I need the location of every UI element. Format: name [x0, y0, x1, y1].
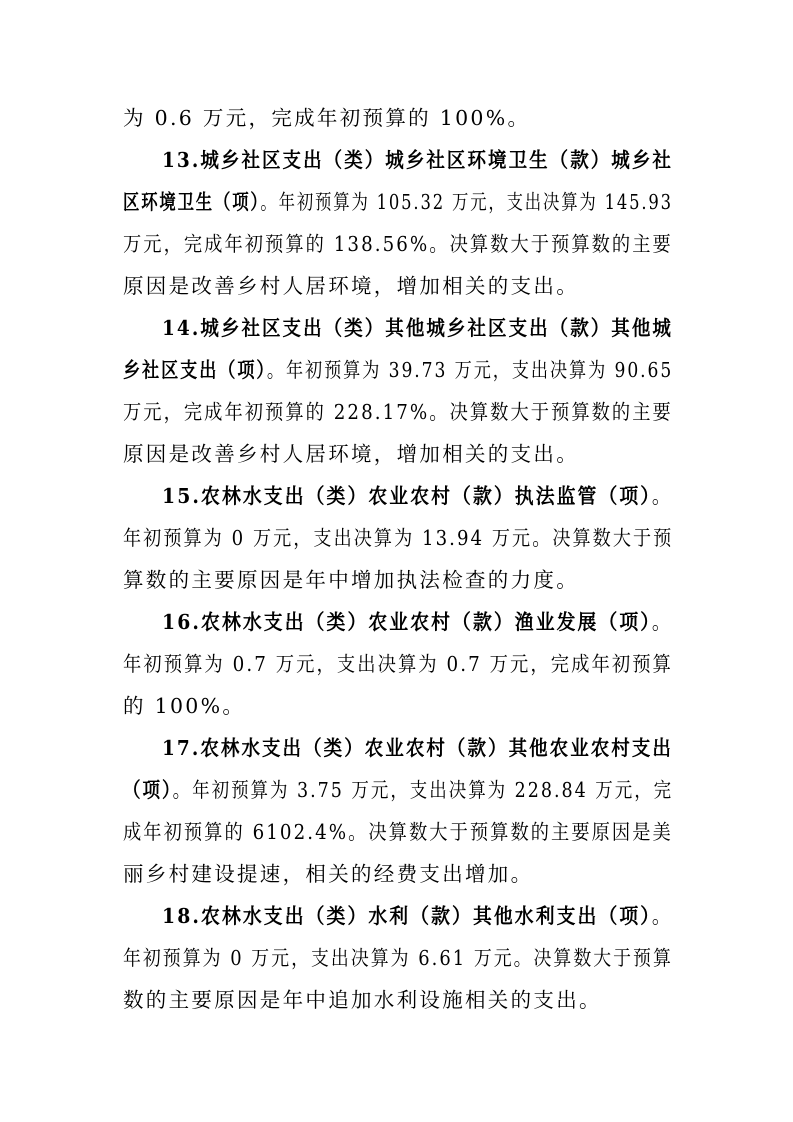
item-heading: （项）: [123, 778, 173, 802]
item-heading: 18.农林水支出（类）水利（款）其他水利支出（项）: [162, 904, 652, 928]
item-heading: 14.城乡社区支出（类）其他城乡社区支出（款）其他城: [162, 316, 673, 340]
item-heading: 13.城乡社区支出（类）城乡社区环境卫生（款）城乡社: [162, 148, 673, 172]
line-text: 。年初预算为 39.73 万元，支出决算为 90.65: [266, 358, 674, 382]
item-heading-line: [162, 315, 673, 341]
item-heading: 区环境卫生（项）: [123, 190, 261, 214]
line-text: 丽乡村建设提速，相关的经费支出增加。: [123, 862, 534, 886]
line-text: 年初预算为 0 万元，支出决算为 13.94 万元。决算数大于预: [123, 526, 674, 550]
line-text: 算数的主要原因是年中增加执法检查的力度。: [123, 568, 579, 592]
body-line: [123, 105, 530, 131]
line-text: 的 100%。: [123, 694, 246, 718]
body-line: [123, 357, 673, 383]
item-heading: 15.农林水支出（类）农业农村（款）执法监管（项）: [162, 484, 652, 508]
body-line: [123, 525, 673, 551]
body-line: [123, 231, 673, 257]
body-line: [123, 399, 673, 425]
line-text: 万元，完成年初预算的 138.56%。决算数大于预算数的主要: [123, 232, 673, 256]
body-line: [123, 693, 245, 719]
item-heading-line: [162, 735, 673, 761]
line-text: 。年初预算为 105.32 万元，支出决算为 145.93: [260, 190, 673, 214]
line-text: 年初预算为 0 万元，支出决算为 6.61 万元。决算数大于预算: [123, 946, 673, 970]
item-heading: 乡社区支出（项）: [123, 358, 267, 382]
body-line: [123, 567, 579, 593]
item-heading: 16.农林水支出（类）农业农村（款）渔业发展（项）: [162, 610, 652, 634]
body-line: [123, 819, 673, 845]
body-line: [123, 987, 602, 1013]
line-text: 为 0.6 万元，完成年初预算的 100%。: [123, 106, 531, 130]
body-line: [123, 945, 673, 971]
body-line: [123, 273, 579, 299]
body-line: [123, 777, 673, 803]
line-text: 数的主要原因是年中追加水利设施相关的支出。: [123, 988, 602, 1012]
line-text: 。: [651, 904, 673, 928]
body-line: [123, 441, 579, 467]
line-text: 。年初预算为 3.75 万元，支出决算为 228.84 万元，完: [172, 778, 674, 802]
item-heading-line: [162, 147, 673, 173]
body-line: [123, 651, 673, 677]
body-line: [123, 861, 533, 887]
line-text: 原因是改善乡村人居环境，增加相关的支出。: [123, 442, 579, 466]
line-text: 。: [651, 484, 673, 508]
line-text: 。: [651, 610, 673, 634]
line-text: 万元，完成年初预算的 228.17%。决算数大于预算数的主要: [123, 400, 673, 424]
item-heading-line: [162, 609, 673, 635]
line-text: 年初预算为 0.7 万元，支出决算为 0.7 万元，完成年初预算: [123, 652, 673, 676]
line-text: 原因是改善乡村人居环境，增加相关的支出。: [123, 274, 579, 298]
line-text: 成年初预算的 6102.4%。决算数大于预算数的主要原因是美: [123, 820, 673, 844]
body-line: [123, 189, 673, 215]
item-heading-line: [162, 483, 673, 509]
item-heading-line: [162, 903, 673, 929]
item-heading: 17.农林水支出（类）农业农村（款）其他农业农村支出: [162, 736, 673, 760]
